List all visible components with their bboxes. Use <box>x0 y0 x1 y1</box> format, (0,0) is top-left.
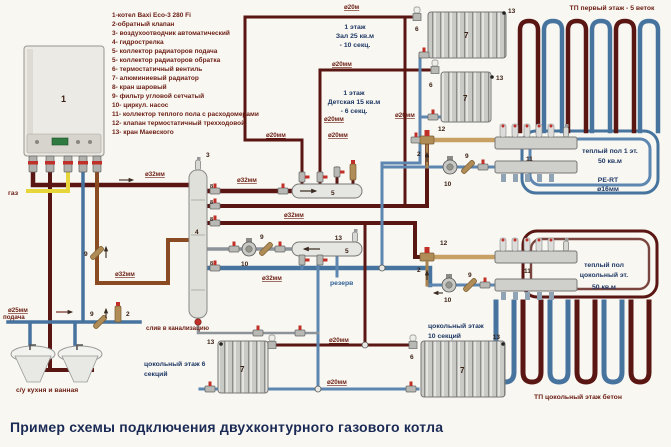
legend-item: 13- кран Маевского <box>112 129 174 136</box>
thermostatic-valve-icon <box>431 60 439 74</box>
numbers-label: 7 <box>464 31 469 40</box>
pipes-label: ø32мм <box>262 275 282 282</box>
notes-label: ТП цокольный этаж бетон <box>534 394 622 401</box>
floor-collector-basement <box>495 238 577 300</box>
notes-label: слив в канализацию <box>146 325 209 332</box>
numbers-label: 13 <box>492 334 500 341</box>
ball-valve-icon <box>317 172 328 182</box>
numbers-label: 8 <box>210 261 214 267</box>
pipe-tee <box>379 265 385 271</box>
areas-label: PE-RT <box>597 177 619 184</box>
legend-item: 9- фильтр угловой сетчатый <box>112 93 205 100</box>
pipe-tee <box>362 342 368 348</box>
numbers-label: 9 <box>90 311 94 318</box>
pipes-label: ø32мм <box>284 212 304 219</box>
numbers-label: 13 <box>496 75 504 82</box>
numbers-label: 4 <box>195 229 199 236</box>
legend <box>112 12 259 136</box>
boiler-port-cold <box>78 156 88 172</box>
ball-valve-icon <box>275 242 285 253</box>
serpentine-basement <box>496 302 649 382</box>
numbers-label: 2 <box>417 151 421 158</box>
numbers-label: 7 <box>460 366 465 375</box>
sinks <box>11 345 102 382</box>
numbers-label: 6 <box>415 26 419 33</box>
numbers-label: 6 <box>410 354 414 361</box>
numbers-label: 12 <box>438 126 446 133</box>
areas-label: цокольный этаж <box>428 323 484 330</box>
areas-label: цокольный этаж 6 <box>144 361 206 368</box>
numbers-label: 1 <box>61 94 67 104</box>
numbers-label: 5 <box>331 190 335 197</box>
legend-item: 1-котел Baxi Eco-3 280 Fi <box>112 12 191 19</box>
ball-valve-icon <box>480 278 490 289</box>
numbers-label: 6 <box>429 82 433 89</box>
areas-label: Зал 25 кв.м <box>335 33 375 40</box>
numbers-label: 2 <box>126 311 130 318</box>
numbers-label: 13 <box>508 8 516 15</box>
boiler-port-gas <box>63 156 73 172</box>
ball-valve-icon <box>205 382 215 393</box>
ball-valve-icon <box>278 184 288 195</box>
air-vent-icon <box>196 157 201 170</box>
numbers-label: 8 <box>210 184 214 190</box>
areas-label: 1 этаж <box>344 24 366 31</box>
numbers-label: 11 <box>526 156 533 163</box>
boiler-port-return <box>92 156 102 172</box>
check-valve-icon <box>115 302 121 322</box>
numbers-label: 9 <box>260 234 264 241</box>
serpentine-first-floor <box>520 21 658 131</box>
pipes-label: ø20мм <box>395 112 415 119</box>
legend-item: 7- алюминиевый радиатор <box>112 75 199 82</box>
ball-valve-icon <box>478 160 488 171</box>
notes-label: с/у кухня и ванная <box>16 387 79 394</box>
three-way-valve-icon <box>420 130 434 144</box>
pump-icon <box>242 238 256 256</box>
radiator-basement-10 <box>406 335 505 397</box>
areas-label: 50 кв.м <box>592 284 616 291</box>
areas-label: 1 этаж <box>343 90 365 97</box>
pipes-label: ø20мм <box>266 132 286 139</box>
numbers-label: 11 <box>524 268 531 275</box>
numbers-label: 3 <box>206 152 210 159</box>
cold-line-fittings <box>56 302 121 329</box>
numbers-label: 9 <box>465 153 469 160</box>
return-collector <box>229 229 362 265</box>
pipes-label: ø20мм <box>332 61 352 68</box>
pipes-label: ø20мм <box>329 337 349 344</box>
legend-item: 5- коллектор радиаторов обратка <box>112 57 221 64</box>
areas-label: - 10 секц. <box>339 42 371 49</box>
thermostatic-valve-icon <box>268 335 276 349</box>
pipes-label: ø25мм <box>8 307 28 314</box>
thermostatic-valve-icon <box>413 7 421 21</box>
pump-icon <box>442 274 456 292</box>
numbers-label: 13 <box>207 339 215 346</box>
numbers-label: 9 <box>468 272 472 279</box>
pipes-label: ø32мм <box>237 177 257 184</box>
legend-item: 12- клапан термостатичный трехходовой <box>112 120 246 127</box>
pump-icon <box>443 156 457 174</box>
notes-label: газ <box>8 190 19 197</box>
numbers-label: 9 <box>84 251 88 258</box>
areas-label: - 6 секц. <box>340 108 368 115</box>
legend-item: 5- коллектор радиаторов подача <box>112 48 218 55</box>
radiator-hall <box>413 7 506 58</box>
numbers-label: 7 <box>463 94 468 103</box>
legend-item: 10- циркул. насос <box>112 102 169 109</box>
pipe-tee <box>315 386 321 392</box>
blue-notes-label: резерв <box>330 280 354 287</box>
pipes-label: ø20мм <box>324 116 344 123</box>
floor-collector-first-floor <box>495 124 577 182</box>
air-vent-icon <box>353 229 358 242</box>
ball-valve-icon <box>299 172 310 182</box>
numbers-label: 8 <box>210 200 214 206</box>
numbers-label: 10 <box>444 297 452 304</box>
numbers-label: 2 <box>417 267 421 274</box>
areas-label: цокольный эт. <box>579 272 629 279</box>
numbers-label: 13 <box>334 235 342 242</box>
ball-valve-icon <box>334 167 345 177</box>
areas-label: 50 кв.м <box>598 158 622 165</box>
ball-valve-icon <box>428 110 438 121</box>
notes-label: подача <box>3 314 25 321</box>
three-way-valve-icon <box>420 247 434 261</box>
legend-item: 4- гидрострелка <box>112 39 164 46</box>
ball-valve-icon <box>229 242 239 253</box>
radiator-nursery <box>428 60 494 122</box>
check-valve-icon <box>350 160 356 180</box>
legend-item: 11- коллектор теплого пола с расходомерами <box>112 111 259 118</box>
areas-label: теплый пол 1 эт. <box>582 148 638 155</box>
legend-item: 3- воздухоотводчик автоматический <box>112 30 230 37</box>
boiler-port-dhw <box>45 156 55 172</box>
boiler <box>24 46 104 172</box>
areas-label: ø16мм <box>597 186 619 193</box>
numbers-label: 10 <box>241 261 249 268</box>
numbers-label: 8 <box>210 217 214 223</box>
hydraulic-separator <box>189 157 207 325</box>
page-title: Пример схемы подключения двухконтурного газового котла <box>10 419 444 435</box>
areas-label: 10 секций <box>428 333 461 340</box>
legend-item: 2-обратный клапан <box>112 21 175 28</box>
pipes-label: ø32мм <box>145 171 165 178</box>
pipes-label: ø32мм <box>115 271 135 278</box>
areas-label: секций <box>144 371 168 378</box>
notes-label: ТП первый этаж - 5 веток <box>569 5 655 12</box>
pipes-label: ø20мм <box>327 379 347 386</box>
pipes-label: ø20м <box>344 4 360 11</box>
radiator-basement-6 <box>205 335 276 393</box>
legend-item: 6- термостатичный вентиль <box>112 66 203 73</box>
numbers-label: 5 <box>345 248 349 255</box>
pipes-label: ø20мм <box>328 132 348 139</box>
numbers-label: 7 <box>240 365 245 374</box>
numbers-label: 12 <box>440 240 448 247</box>
thermostatic-valve-icon <box>409 335 417 349</box>
areas-label: Детская 15 кв.м <box>327 99 381 106</box>
numbers-label: 10 <box>444 181 452 188</box>
areas-label: теплый пол <box>584 262 624 269</box>
ball-valve-icon <box>406 382 416 393</box>
legend-item: 8- кран шаровый <box>112 84 167 91</box>
boiler-port-supply <box>28 156 38 172</box>
